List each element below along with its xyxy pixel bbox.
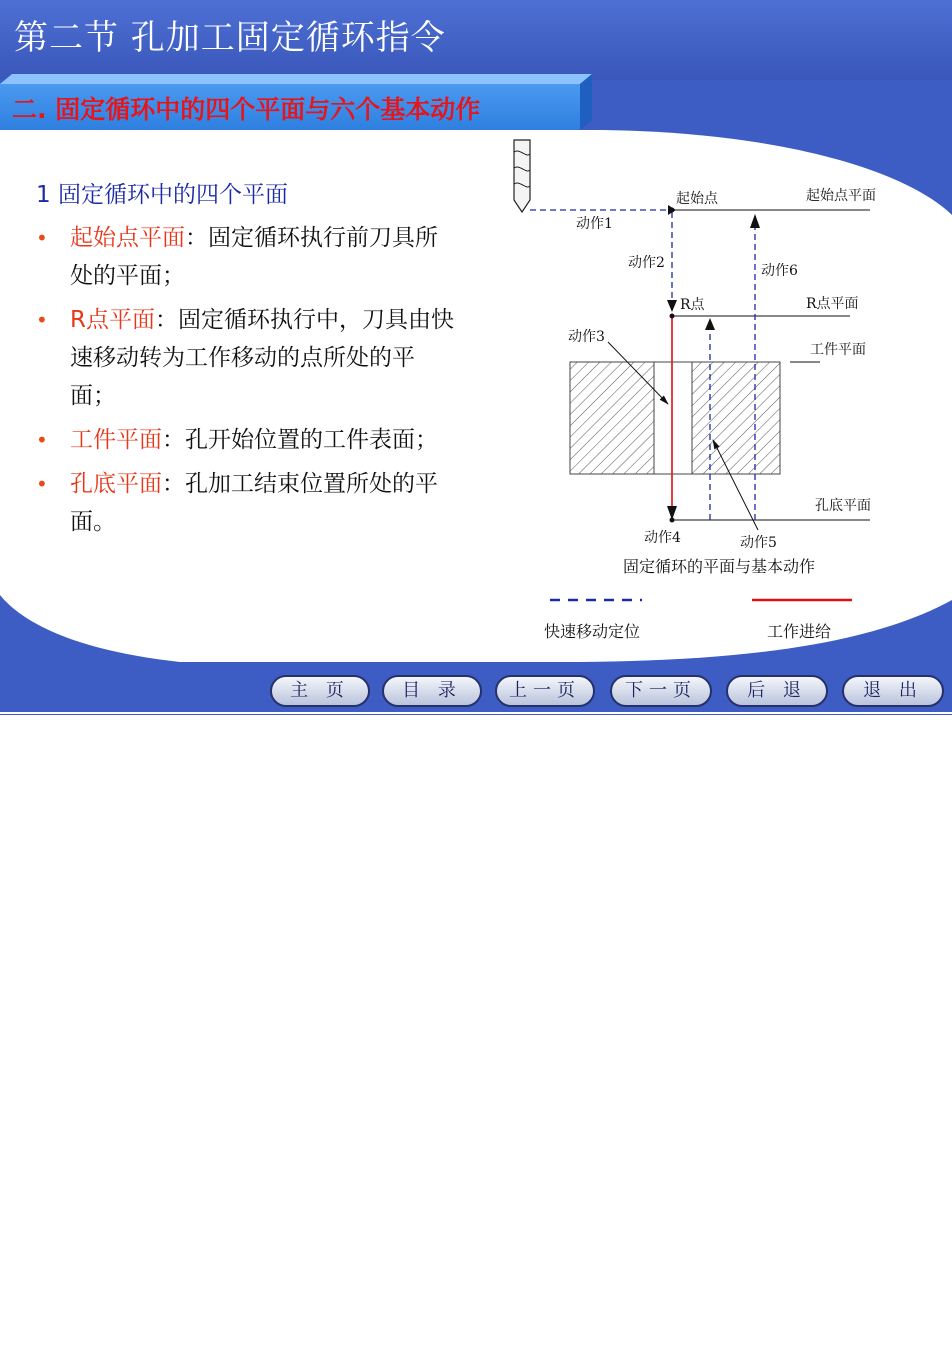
label-bottom-plane: 孔底平面 [815, 498, 871, 514]
bullet-dot-icon: • [36, 472, 48, 496]
label-action2: 动作2 [628, 255, 665, 271]
bullet-term: 起始点平面 [70, 225, 185, 251]
nav-home-button[interactable]: 主 页 [270, 675, 370, 707]
bullet-term: 工件平面 [70, 427, 162, 453]
subheading: 1 固定循环中的四个平面 [36, 182, 288, 208]
bullet-dot-icon: • [36, 226, 48, 250]
drill-icon [514, 140, 530, 212]
legend-rapid-label: 快速移动定位 [544, 622, 641, 641]
bullet-work-plane [36, 421, 456, 459]
label-r-plane: R点平面 [806, 296, 859, 312]
page-title: 第二节 孔加工固定循环指令 [14, 18, 446, 58]
bullet-r-plane [36, 301, 456, 415]
section-heading: 二. 固定循环中的四个平面与六个基本动作 [12, 95, 481, 124]
content-text [36, 176, 456, 547]
label-start-point: 起始点 [676, 191, 718, 207]
bullet-text: ：固定循环执行中，刀具由快速移动转为工作移动的点所处的平面； [70, 307, 454, 409]
bullet-text: ：孔开始位置的工件表面； [162, 427, 438, 453]
diagram-caption: 固定循环的平面与基本动作 [623, 557, 816, 576]
nav-prev-button[interactable]: 上一页 [495, 675, 595, 707]
label-action4: 动作4 [644, 530, 681, 546]
cycle-diagram [505, 135, 885, 650]
legend-feed-label: 工作进给 [767, 622, 832, 641]
nav-exit-button[interactable]: 退 出 [842, 675, 944, 707]
bullet-term: 孔底平面 [70, 471, 162, 497]
label-action1: 动作1 [576, 216, 613, 232]
nav-next-button[interactable]: 下一页 [610, 675, 712, 707]
label-r-point: R点 [680, 297, 705, 313]
nav-contents-button[interactable]: 目 录 [382, 675, 482, 707]
bullet-start-plane [36, 219, 456, 295]
label-start-plane: 起始点平面 [806, 188, 876, 204]
bullet-text: ：孔加工结束位置所处的平面。 [70, 471, 438, 535]
bullet-text: ：固定循环执行前刀具所处的平面； [70, 225, 438, 289]
label-work-plane: 工件平面 [810, 342, 866, 358]
bullet-dot-icon: • [36, 308, 48, 332]
label-action6: 动作6 [761, 263, 798, 279]
bullet-term: R点平面 [70, 307, 155, 333]
workpiece [570, 362, 780, 474]
bullet-dot-icon: • [36, 428, 48, 452]
label-action3: 动作3 [568, 329, 605, 345]
label-action5: 动作5 [740, 535, 777, 551]
bullet-bottom-plane [36, 465, 456, 541]
nav-back-button[interactable]: 后 退 [726, 675, 828, 707]
